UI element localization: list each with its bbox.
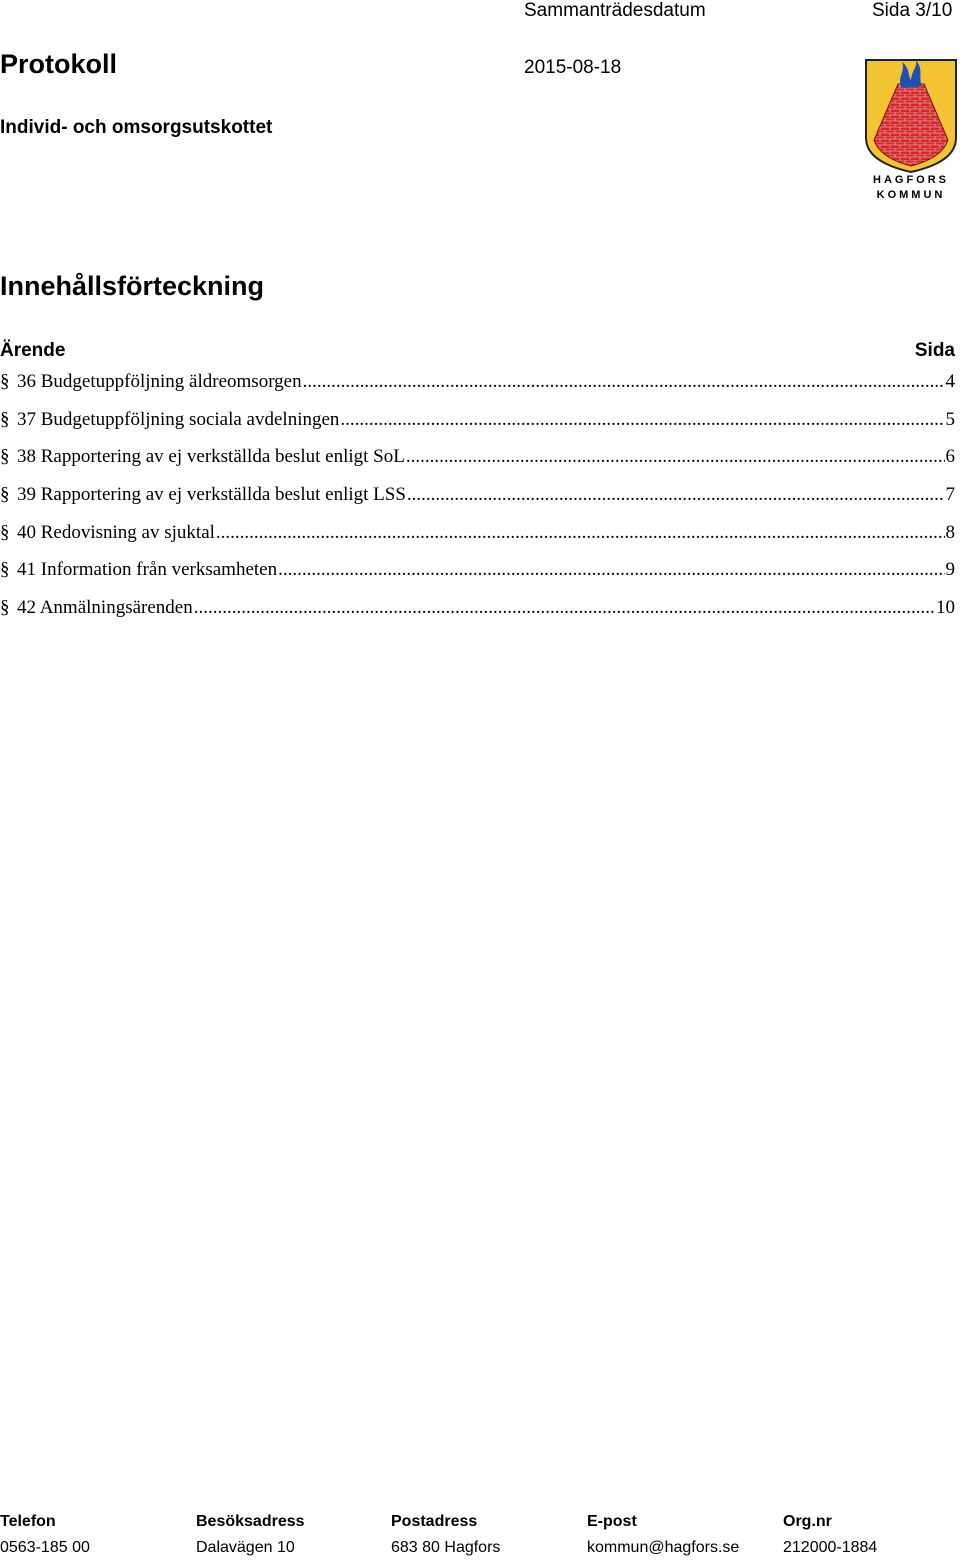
footer-phone bbox=[0, 1512, 90, 1558]
footer-phone-value: 0563-185 00 bbox=[0, 1539, 90, 1556]
footer-org-number-label: Org.nr bbox=[783, 1513, 832, 1530]
meeting-date: 2015-08-18 bbox=[524, 57, 622, 78]
toc-entry[interactable] bbox=[0, 558, 955, 596]
footer-postal-address bbox=[391, 1512, 500, 1558]
toc-entry-title: 40 Redovisning av sjuktal bbox=[17, 521, 215, 543]
section-symbol: § bbox=[0, 559, 10, 581]
footer-postal-address-label: Postadress bbox=[391, 1513, 478, 1530]
toc-entry-page: 5 bbox=[945, 408, 955, 430]
toc-entry-title: 38 Rapportering av ej verkställda beslut enligt SoL bbox=[17, 446, 405, 468]
committee-name: Individ- och omsorgsutskottet bbox=[0, 117, 273, 138]
section-symbol: § bbox=[0, 484, 10, 506]
section-symbol: § bbox=[0, 446, 10, 468]
footer-visiting-address-value: Dalavägen 10 bbox=[196, 1539, 295, 1556]
toc-entry[interactable] bbox=[0, 408, 955, 446]
toc-entry[interactable] bbox=[0, 483, 955, 521]
toc-entry-title: 37 Budgetuppföljning sociala avdelningen bbox=[17, 408, 340, 430]
footer-email-label: E-post bbox=[587, 1513, 637, 1530]
footer-org-number bbox=[783, 1512, 877, 1558]
dot-leader bbox=[406, 445, 945, 469]
toc-entry[interactable] bbox=[0, 521, 955, 559]
toc-entry-title: 36 Budgetuppföljning äldreomsorgen bbox=[17, 371, 302, 392]
toc-entry-page: 10 bbox=[936, 597, 955, 619]
footer-org-number-value: 212000-1884 bbox=[783, 1539, 878, 1556]
footer-email-value: kommun@hagfors.se bbox=[587, 1539, 740, 1556]
toc-entry-page: 8 bbox=[945, 521, 955, 543]
toc-entry-title: 42 Anmälningsärenden bbox=[17, 597, 193, 619]
toc-entry[interactable] bbox=[0, 445, 955, 483]
coat-of-arms-icon bbox=[862, 58, 960, 204]
dot-leader bbox=[340, 408, 944, 432]
meeting-date-label: Sammanträdesdatum bbox=[524, 0, 706, 21]
footer-phone-label: Telefon bbox=[0, 1513, 56, 1530]
dot-leader bbox=[303, 370, 945, 394]
toc-entry-page: 4 bbox=[945, 371, 955, 392]
toc-column-sida: Sida bbox=[914, 340, 955, 361]
dot-leader bbox=[216, 521, 945, 545]
dot-leader bbox=[407, 483, 945, 507]
toc-entry-page: 9 bbox=[945, 559, 955, 581]
logo-text-hagfors: HAGFORS bbox=[873, 174, 949, 186]
toc-list bbox=[0, 370, 955, 634]
toc-entry-title: 39 Rapportering av ej verkställda beslut enligt LSS bbox=[17, 484, 406, 506]
hagfors-kommun-logo bbox=[862, 58, 960, 204]
dot-leader bbox=[194, 596, 935, 620]
footer-visiting-address bbox=[196, 1512, 305, 1558]
footer-email bbox=[587, 1512, 739, 1558]
section-symbol: § bbox=[0, 408, 10, 430]
section-symbol: § bbox=[0, 597, 10, 619]
toc-entry-page: 7 bbox=[945, 484, 955, 506]
logo-text-kommun: KOMMUN bbox=[876, 189, 946, 201]
toc-entry[interactable] bbox=[0, 596, 955, 634]
dot-leader bbox=[278, 558, 944, 582]
toc-entry-page: 6 bbox=[945, 446, 955, 468]
toc-heading: Innehållsförteckning bbox=[0, 271, 265, 301]
page-indicator: Sida 3/10 bbox=[872, 0, 953, 21]
section-symbol: § bbox=[0, 371, 10, 392]
document-title: Protokoll bbox=[0, 49, 118, 79]
toc-column-arende: Ärende bbox=[0, 340, 66, 361]
section-symbol: § bbox=[0, 521, 10, 543]
toc-entry[interactable] bbox=[0, 370, 955, 408]
toc-entry-title: 41 Information från verksamheten bbox=[17, 559, 278, 581]
footer-visiting-address-label: Besöksadress bbox=[196, 1513, 305, 1530]
footer-postal-address-value: 683 80 Hagfors bbox=[391, 1539, 501, 1556]
